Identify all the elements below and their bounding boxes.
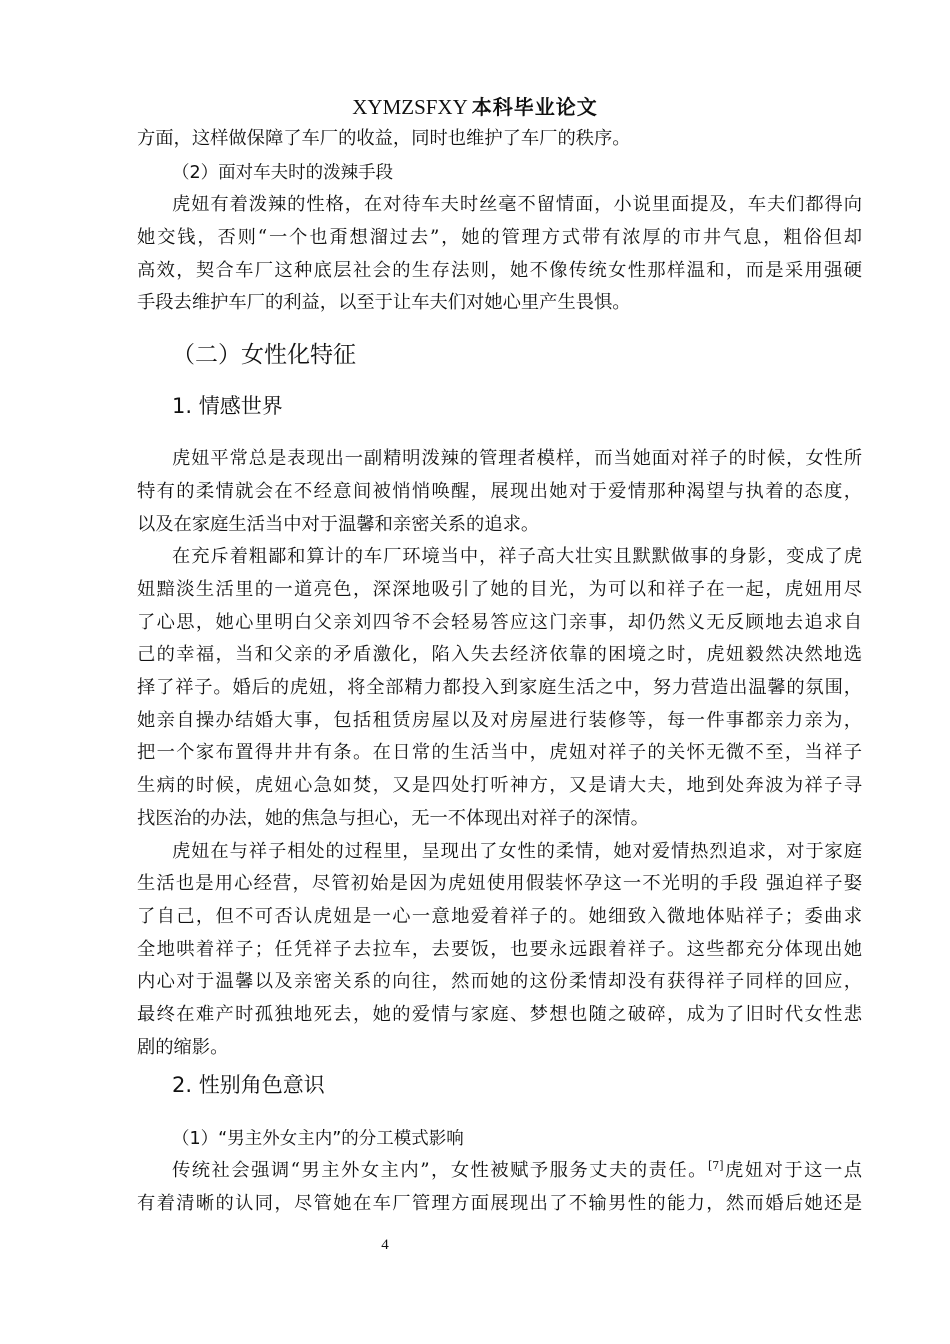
para-a-line: 手段去维护车厂的利益，以至于让车夫们对她心里产生畏惧。 — [137, 292, 631, 313]
para-c-line: 妞黯淡生活里的一道亮色，深深地吸引了她的目光，为可以和祥子在一起，虎妞用尽 — [137, 579, 862, 600]
subheading-2: （2）面对车夫时的泼辣手段 — [172, 163, 394, 183]
para-d-line: 内心对于温馨以及亲密关系的向往，然而她的这份柔情却没有获得祥子同样的回应， — [137, 971, 862, 992]
para-c-line: 把一个家布置得井井有条。在日常的生活当中，虎妞对祥子的关怀无微不至，当祥子 — [137, 742, 862, 763]
para-a-line: 她交钱，否则“一个也甭想溜过去”，她的管理方式带有浓厚的市井气息，粗俗但却 — [137, 227, 862, 248]
header-title: 本科毕业论文 — [471, 95, 598, 119]
para-d-line: 全地哄着祥子；任凭祥子去拉车，去要饭，也要永远跟着祥子。这些都充分体现出她 — [137, 939, 862, 960]
para-e-line — [172, 1156, 862, 1186]
para-d-line: 了自己，但不可否认虎妞是一心一意地爱着祥子的。她细致入微地体贴祥子；委曲求 — [137, 906, 862, 927]
para-c-line: 己的幸福，当和父亲的矛盾激化，陷入失去经济依靠的困境之时，虎妞毅然决然地选 — [137, 644, 862, 665]
para-d-line: 剧的缩影。 — [137, 1037, 229, 1058]
running-header — [0, 94, 950, 120]
para-d-line: 生活也是用心经营，尽管初始是因为虎妞使用假装怀孕这一不光明的手段 强迫祥子娶 — [137, 873, 862, 894]
para-b-line: 虎妞平常总是表现出一副精明泼辣的管理者模样，而当她面对祥子的时候，女性所 — [172, 448, 862, 469]
para-e-line: 有着清晰的认同，尽管她在车厂管理方面展现出了不输男性的能力，然而婚后她还是 — [137, 1193, 862, 1214]
para-a-line: 高效，契合车厂这种底层社会的生存法则，她不像传统女性那样温和，而是采用强硬 — [137, 260, 862, 281]
para-b-line: 特有的柔情就会在不经意间被悄悄唤醒，展现出她对于爱情那种渴望与执着的态度， — [137, 481, 862, 502]
header-latin: XYMZSFXY — [352, 95, 468, 119]
subheading-2-1: （1）“男主外女主内”的分工模式影响 — [172, 1129, 464, 1149]
para-c-line: 生病的时候，虎妞心急如焚，又是四处打听神方，又是请大夫，地到处奔波为祥子寻 — [137, 775, 862, 796]
para-d-line: 最终在难产时孤独地死去，她的爱情与家庭、梦想也随之破碎，成为了旧时代女性悲 — [137, 1004, 862, 1025]
para-d-line: 虎妞在与祥子相处的过程里，呈现出了女性的柔情，她对爱情热烈追求，对于家庭 — [172, 841, 862, 862]
para-c-line: 了心思，她心里明白父亲刘四爷不会轻易答应这门亲事，却仍然义无反顾地去追求自 — [137, 612, 862, 633]
subsection-heading-2: 2. 性别角色意识 — [172, 1073, 325, 1097]
para-e-text: 虎妞对于这一点 — [723, 1160, 862, 1181]
para-c-line: 在充斥着粗鄙和算计的车厂环境当中，祥子高大壮实且默默做事的身影，变成了虎 — [172, 546, 862, 567]
para-c-line: 择了祥子。婚后的虎妞，将全部精力都投入到家庭生活之中，努力营造出温馨的氛围， — [137, 677, 862, 698]
page-number: 4 — [381, 1237, 389, 1253]
intro-line: 方面，这样做保障了车厂的收益，同时也维护了车厂的秩序。 — [137, 128, 631, 149]
para-b-line: 以及在家庭生活当中对于温馨和亲密关系的追求。 — [137, 514, 540, 535]
citation-mark: [7] — [707, 1158, 724, 1172]
para-c-line: 她亲自操办结婚大事，包括租赁房屋以及对房屋进行装修等，每一件事都亲力亲为， — [137, 710, 862, 731]
section-heading: （二）女性化特征 — [172, 342, 356, 368]
para-a-line: 虎妞有着泼辣的性格，在对待车夫时丝毫不留情面，小说里面提及，车夫们都得向 — [172, 194, 862, 215]
para-c-line: 找医治的办法，她的焦急与担心，无一不体现出对祥子的深情。 — [137, 808, 649, 829]
para-e-text: 传统社会强调“男主外女主内”，女性被赋予服务丈夫的责任。 — [172, 1160, 708, 1181]
subsection-heading-1: 1. 情感世界 — [172, 394, 283, 418]
